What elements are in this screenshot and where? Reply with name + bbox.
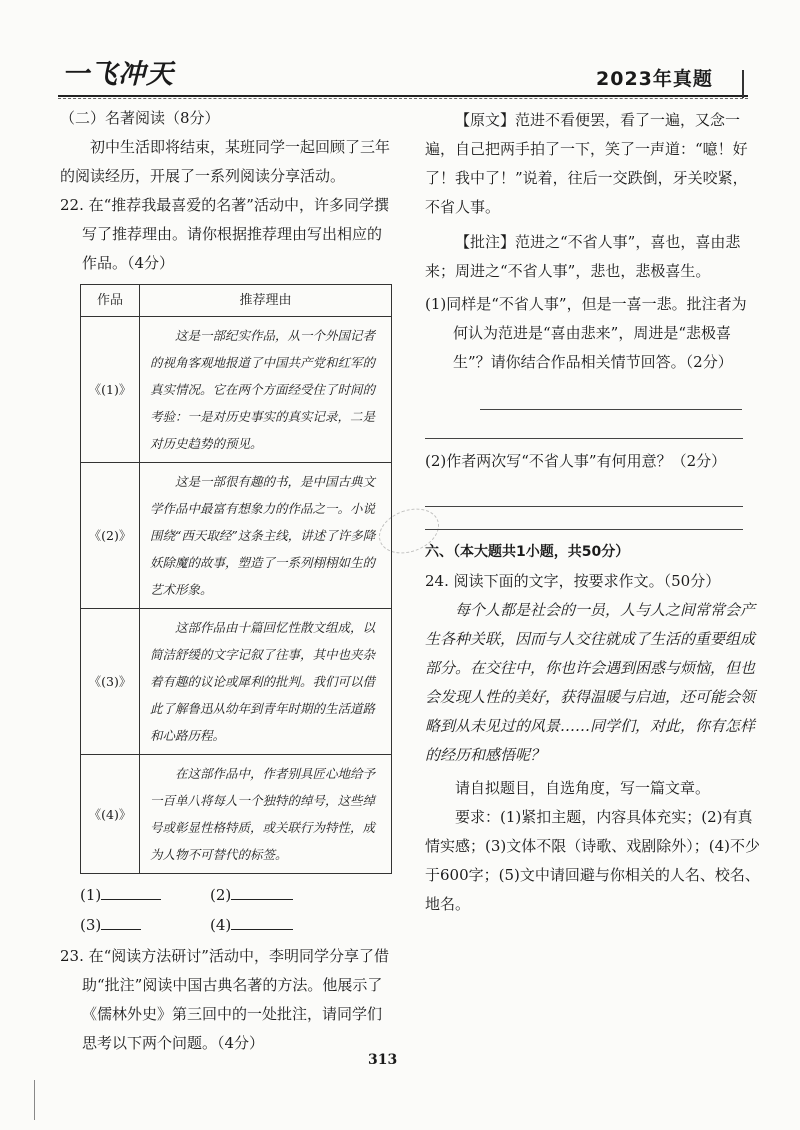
table-row — [81, 609, 392, 755]
reason-text: 在这部作品中，作者别具匠心地给予一百单八将每人一个独特的绰号，这些绰号或彰显性格特质，或关联行为特性，成为人物不可替代的标签。 — [140, 755, 392, 874]
left-column — [60, 104, 390, 1058]
col-work-header: 作品 — [81, 285, 140, 317]
work-label: 《(4)》 — [81, 755, 140, 874]
essay-prompt: 每个人都是社会的一员，人与人之间常常会产生各种关联，因而与人交往就成了生活的重要组成部分。在交往中，你也许会遇到困惑与烦恼，但也会发现人性的美好，获得温暖与启迪，还可能会领略到从未见过的风景……同学们，对此，你有怎样的经历和感悟呢？ — [425, 601, 756, 764]
intro-text: 初中生活即将结束，某班同学一起回顾了三年的阅读经历，开展了一系列阅读分享活动。 — [60, 138, 391, 185]
answer-line[interactable] — [425, 478, 743, 507]
annotation-text: 【批注】范进之“不省人事”，喜也，喜由悲来；周进之“不省人事”，悲也，悲极喜生。 — [425, 233, 741, 280]
answer-4-blank[interactable] — [231, 929, 293, 930]
question-24: 24. 阅读下面的文字，按要求作文。（50分） — [425, 572, 721, 590]
work-label: 《(1)》 — [81, 317, 140, 463]
col-reason-header: 推荐理由 — [140, 285, 392, 317]
question-23: 23. 在“阅读方法研讨”活动中，李明同学分享了借助“批注”阅读中国古典名著的方法。他展示了《儒林外史》第三回中的一处批注，请同学们思考以下两个问题。（4分） — [60, 947, 389, 1052]
reason-text: 这部作品由十篇回忆性散文组成，以简洁舒缓的文字记叙了往事，其中也夹杂着有趣的议论或犀利的批判。我们可以借此了解鲁迅从幼年到青年时期的生活道路和心路历程。 — [140, 609, 392, 755]
work-label: 《(3)》 — [81, 609, 140, 755]
table-header — [81, 285, 392, 317]
answer-2-label: (2) — [210, 886, 232, 904]
original-text: 【原文】范进不看便罢，看了一遍，又念一遍，自己把两手拍了一下，笑了一声道：“噫！好了！我中了！”说着，往后一交跌倒，牙关咬紧，不省人事。 — [425, 111, 748, 216]
essay-requirements: 要求：(1)紧扣主题，内容具体充实；(2)有真情实感；(3)文体不限（诗歌、戏剧除外）；(4)不少于600字；(5)文中请回避与你相关的人名、校名、地名。 — [425, 808, 760, 913]
table-row — [81, 463, 392, 609]
margin-mark — [34, 1080, 35, 1120]
reason-text: 这是一部纪实作品，从一个外国记者的视角客观地报道了中国共产党和红军的真实情况。它在两个方面经受住了时间的考验：一是对历史事实的真实记录，二是对历史趋势的预见。 — [140, 317, 392, 463]
series-title: 一飞冲天 — [62, 59, 174, 90]
recommendation-table — [80, 284, 392, 874]
header-tick — [742, 70, 744, 98]
answer-1-label: (1) — [80, 886, 102, 904]
answer-line[interactable] — [425, 410, 743, 439]
header-rule-dashed — [58, 98, 748, 99]
right-column — [425, 106, 760, 919]
table-row — [81, 317, 392, 463]
reason-text: 这是一部很有趣的书，是中国古典文学作品中最富有想象力的作品之一。小说围绕“西天取经”这条主线，讲述了许多降妖除魔的故事，塑造了一系列栩栩如生的艺术形象。 — [140, 463, 392, 609]
essay-instruction: 请自拟题目，自选角度，写一篇文章。 — [455, 779, 711, 797]
answer-line[interactable] — [425, 507, 743, 530]
page-number: 313 — [368, 1052, 398, 1068]
answer-line[interactable] — [480, 381, 742, 410]
work-label: 《(2)》 — [81, 463, 140, 609]
year-label: 2023年真题 — [596, 68, 713, 90]
section-6-title: 六、（本大题共1小题，共50分） — [425, 544, 630, 560]
question-22: 22. 在“推荐我最喜爱的名著”活动中，许多同学撰写了推荐理由。请你根据推荐理由写出相应的作品。（4分） — [60, 196, 389, 272]
answer-3-label: (3) — [80, 916, 102, 934]
answer-blanks — [80, 880, 390, 940]
sub-question-1: (1)同样是“不省人事”，但是一喜一悲。批注者为何认为范进是“喜由悲来”，周进是“悲极喜生”？请你结合作品相关情节回答。（2分） — [425, 295, 747, 371]
answer-2-blank[interactable] — [231, 899, 293, 900]
section-title: （二）名著阅读（8分） — [60, 109, 220, 127]
answer-4-label: (4) — [210, 916, 232, 934]
answer-1-blank[interactable] — [101, 899, 161, 900]
sub-question-2: (2)作者两次写“不省人事”有何用意？（2分） — [425, 452, 727, 470]
answer-3-blank[interactable] — [101, 929, 141, 930]
table-row — [81, 755, 392, 874]
header-rule — [58, 95, 748, 97]
